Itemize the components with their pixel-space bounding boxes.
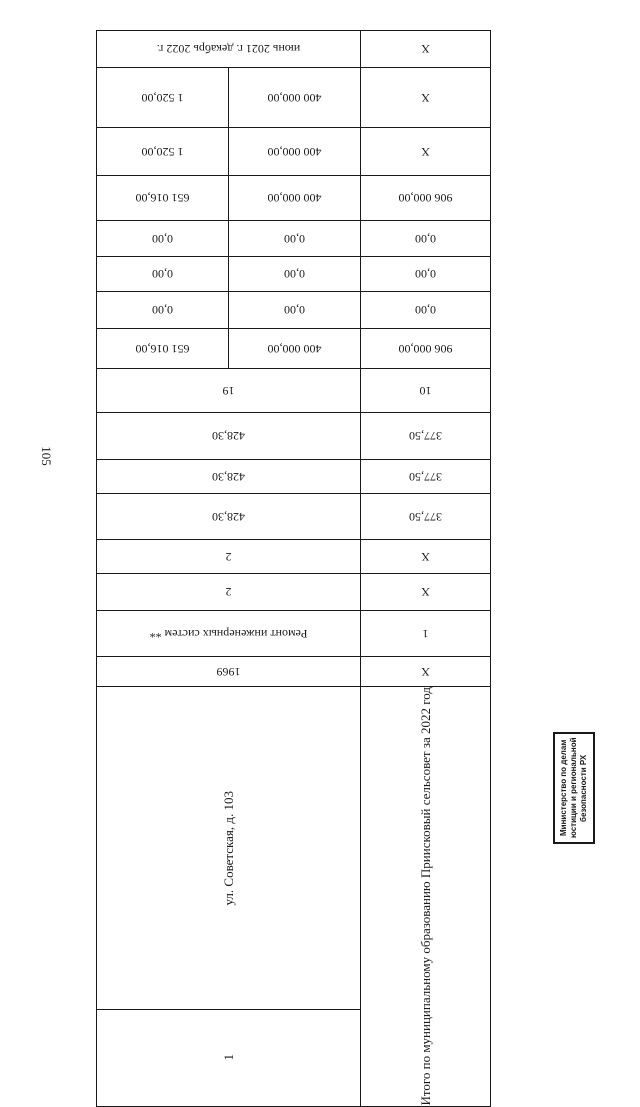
table-row (97, 413, 491, 460)
table-row (97, 574, 491, 611)
value-cell: 1 520,00 (97, 128, 229, 176)
ministry-stamp: Министерство по делам юстиции и региональной безопасности РХ (553, 732, 595, 844)
table-row (97, 460, 491, 494)
total-cell: X (361, 657, 491, 687)
value-cell: 651 016,00 (97, 329, 229, 369)
value-cell: 1 520,00 (97, 68, 229, 128)
floors-cell: 2 (97, 540, 361, 574)
table-row (97, 257, 491, 292)
table-row (97, 176, 491, 221)
table-row (97, 494, 491, 540)
table-row (97, 611, 491, 657)
area-cell: 428,30 (97, 494, 361, 540)
value-cell: 651 016,00 (97, 176, 229, 221)
total-cell: 906 000,00 (361, 329, 491, 369)
work-type-cell: Ремонт инженерных систем ** (97, 611, 361, 657)
table-row (97, 329, 491, 369)
value-cell: 400 000,00 (229, 176, 361, 221)
value-cell: 400 000,00 (229, 329, 361, 369)
table-row (97, 540, 491, 574)
value-cell: 0,00 (229, 257, 361, 292)
value-cell: 0,00 (97, 292, 229, 329)
total-cell: 906 000,00 (361, 176, 491, 221)
floors-cell: 2 (97, 574, 361, 611)
table-row (97, 128, 491, 176)
total-cell: 377,50 (361, 494, 491, 540)
total-cell: 377,50 (361, 413, 491, 460)
table-row (97, 31, 491, 68)
page-number: 105 (39, 446, 54, 466)
table-row (97, 657, 491, 687)
value-cell: 0,00 (97, 221, 229, 257)
value-cell: 400 000,00 (229, 68, 361, 128)
area-cell: 428,30 (97, 460, 361, 494)
total-cell: X (361, 574, 491, 611)
total-cell: 377,50 (361, 460, 491, 494)
total-cell: 0,00 (361, 221, 491, 257)
area-cell: 428,30 (97, 413, 361, 460)
value-cell: 0,00 (97, 257, 229, 292)
table-row (97, 292, 491, 329)
date-range-cell: июнь 2021 г. декабрь 2022 г. (97, 31, 361, 68)
total-cell: 0,00 (361, 257, 491, 292)
value-cell: 0,00 (229, 221, 361, 257)
rotated-data-table (96, 30, 491, 1107)
total-cell: 0,00 (361, 292, 491, 329)
total-cell: X (361, 540, 491, 574)
total-cell: 10 (361, 369, 491, 413)
row-number-cell: 1 (97, 1009, 361, 1106)
total-cell: 1 (361, 611, 491, 657)
table-row (97, 68, 491, 128)
municipality-total-label: Итого по муниципальному образованию Приисковый сельсовет за 2022 год (361, 687, 491, 1107)
table-row (97, 687, 491, 1010)
total-cell: X (361, 68, 491, 128)
count-cell: 19 (97, 369, 361, 413)
table-row (97, 369, 491, 413)
table-row (97, 221, 491, 257)
value-cell: 0,00 (229, 292, 361, 329)
total-cell: X (361, 31, 491, 68)
value-cell: 400 000,00 (229, 128, 361, 176)
total-cell: X (361, 128, 491, 176)
address-cell: ул. Советская, д. 103 (97, 687, 361, 1010)
year-built-cell: 1969 (97, 657, 361, 687)
